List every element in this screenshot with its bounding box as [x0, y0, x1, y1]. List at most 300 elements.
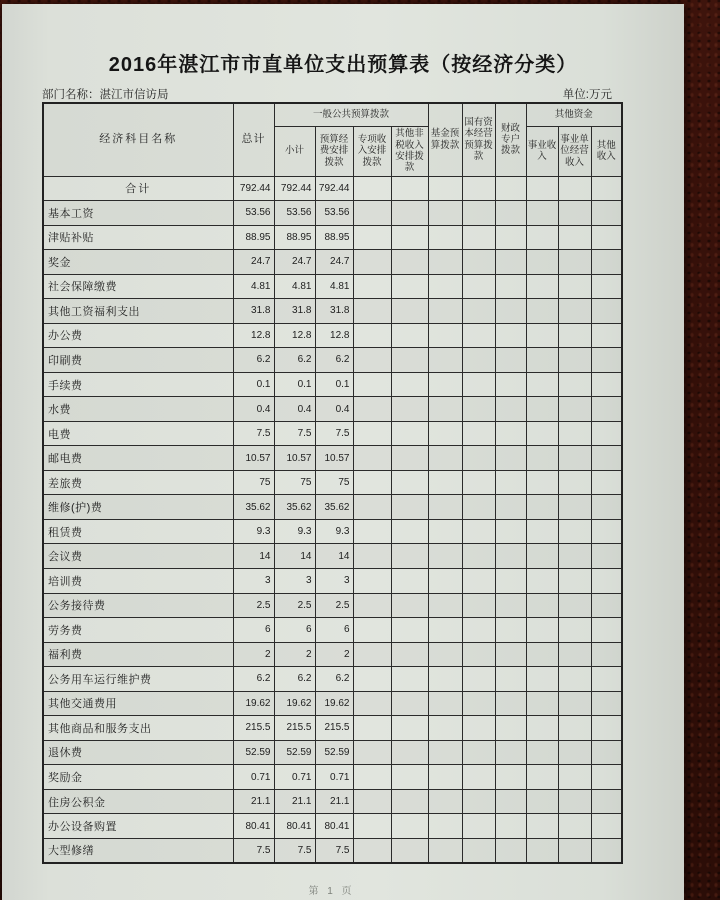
empty-cell [391, 519, 428, 544]
empty-cell [462, 740, 495, 765]
empty-cell [495, 740, 526, 765]
empty-cell [558, 740, 591, 765]
empty-cell [353, 618, 391, 643]
empty-cell [462, 274, 495, 299]
empty-cell [591, 691, 622, 716]
empty-cell [462, 544, 495, 569]
empty-cell [428, 814, 462, 839]
empty-cell [558, 667, 591, 692]
empty-cell [462, 789, 495, 814]
paper-sheet [2, 4, 684, 900]
table-row [43, 250, 622, 275]
table-row [43, 642, 622, 667]
empty-cell [526, 274, 558, 299]
empty-cell [428, 519, 462, 544]
table-row [43, 421, 622, 446]
empty-cell [526, 299, 558, 324]
value-cell: 6.2 [315, 667, 353, 692]
empty-cell [428, 789, 462, 814]
empty-cell [558, 397, 591, 422]
empty-cell [391, 618, 428, 643]
empty-cell [353, 838, 391, 863]
empty-cell [428, 250, 462, 275]
empty-cell [391, 201, 428, 226]
empty-cell [391, 274, 428, 299]
empty-cell [353, 470, 391, 495]
empty-cell [462, 446, 495, 471]
empty-cell [591, 740, 622, 765]
table-row [43, 323, 622, 348]
empty-cell [495, 667, 526, 692]
empty-cell [428, 618, 462, 643]
empty-cell [495, 544, 526, 569]
empty-cell [526, 495, 558, 520]
value-cell: 31.8 [274, 299, 315, 324]
empty-cell [462, 397, 495, 422]
empty-cell [462, 716, 495, 741]
value-cell: 35.62 [274, 495, 315, 520]
row-name-cell: 办公设备购置 [43, 814, 233, 839]
empty-cell [526, 176, 558, 201]
empty-cell [558, 372, 591, 397]
empty-cell [495, 299, 526, 324]
value-cell: 6.2 [233, 667, 274, 692]
value-cell: 0.1 [315, 372, 353, 397]
empty-cell [591, 593, 622, 618]
empty-cell [495, 642, 526, 667]
empty-cell [591, 274, 622, 299]
value-cell: 0.4 [233, 397, 274, 422]
empty-cell [526, 225, 558, 250]
empty-cell [391, 814, 428, 839]
value-cell: 12.8 [274, 323, 315, 348]
row-name-cell: 其他交通费用 [43, 691, 233, 716]
value-cell: 2 [233, 642, 274, 667]
empty-cell [353, 421, 391, 446]
table-row [43, 519, 622, 544]
empty-cell [353, 495, 391, 520]
value-cell: 80.41 [233, 814, 274, 839]
empty-cell [428, 642, 462, 667]
empty-cell [526, 544, 558, 569]
empty-cell [591, 544, 622, 569]
table-row [43, 667, 622, 692]
table-row [43, 446, 622, 471]
value-cell: 75 [315, 470, 353, 495]
value-cell: 80.41 [315, 814, 353, 839]
row-name-cell: 退休费 [43, 740, 233, 765]
table-header [43, 103, 622, 176]
empty-cell [353, 691, 391, 716]
empty-cell [391, 691, 428, 716]
empty-cell [495, 495, 526, 520]
empty-cell [391, 470, 428, 495]
value-cell: 215.5 [233, 716, 274, 741]
empty-cell [558, 691, 591, 716]
empty-cell [391, 299, 428, 324]
empty-cell [353, 299, 391, 324]
empty-cell [391, 176, 428, 201]
empty-cell [591, 470, 622, 495]
row-name-cell: 公务用车运行维护费 [43, 667, 233, 692]
empty-cell [526, 618, 558, 643]
row-name-cell: 住房公积金 [43, 789, 233, 814]
empty-cell [353, 789, 391, 814]
value-cell: 6.2 [274, 348, 315, 373]
empty-cell [591, 765, 622, 790]
col-header-total: 总计 [233, 103, 274, 176]
empty-cell [462, 593, 495, 618]
value-cell: 88.95 [233, 225, 274, 250]
empty-cell [353, 323, 391, 348]
value-cell: 75 [233, 470, 274, 495]
empty-cell [495, 250, 526, 275]
value-cell: 24.7 [233, 250, 274, 275]
empty-cell [391, 323, 428, 348]
empty-cell [353, 569, 391, 594]
value-cell: 2.5 [274, 593, 315, 618]
meta-row [42, 86, 612, 102]
empty-cell [462, 299, 495, 324]
empty-cell [591, 323, 622, 348]
empty-cell [558, 225, 591, 250]
value-cell: 80.41 [274, 814, 315, 839]
value-cell: 10.57 [233, 446, 274, 471]
empty-cell [526, 446, 558, 471]
table-row [43, 789, 622, 814]
empty-cell [558, 299, 591, 324]
empty-cell [526, 372, 558, 397]
empty-cell [462, 569, 495, 594]
empty-cell [353, 225, 391, 250]
value-cell: 3 [315, 569, 353, 594]
value-cell: 792.44 [315, 176, 353, 201]
row-name-cell: 水费 [43, 397, 233, 422]
row-name-cell: 会议费 [43, 544, 233, 569]
value-cell: 52.59 [274, 740, 315, 765]
value-cell: 7.5 [274, 421, 315, 446]
col-header-institution-operating-income: 事业单位经营收入 [558, 126, 591, 176]
value-cell: 6.2 [315, 348, 353, 373]
table-row [43, 201, 622, 226]
empty-cell [526, 667, 558, 692]
empty-cell [495, 446, 526, 471]
empty-cell [462, 691, 495, 716]
col-header-subtotal: 小计 [274, 126, 315, 176]
empty-cell [462, 814, 495, 839]
empty-cell [391, 642, 428, 667]
empty-cell [391, 593, 428, 618]
empty-cell [558, 348, 591, 373]
value-cell: 31.8 [233, 299, 274, 324]
empty-cell [591, 569, 622, 594]
empty-cell [558, 250, 591, 275]
empty-cell [495, 470, 526, 495]
value-cell: 53.56 [315, 201, 353, 226]
table-row [43, 397, 622, 422]
empty-cell [591, 814, 622, 839]
empty-cell [558, 642, 591, 667]
empty-cell [591, 716, 622, 741]
empty-cell [353, 201, 391, 226]
empty-cell [391, 421, 428, 446]
row-name-cell: 劳务费 [43, 618, 233, 643]
empty-cell [428, 274, 462, 299]
value-cell: 4.81 [274, 274, 315, 299]
empty-cell [495, 593, 526, 618]
empty-cell [526, 397, 558, 422]
col-group-general-public-budget: 一般公共预算拨款 [274, 103, 428, 126]
row-name-cell: 差旅费 [43, 470, 233, 495]
value-cell: 215.5 [274, 716, 315, 741]
empty-cell [526, 519, 558, 544]
empty-cell [558, 274, 591, 299]
empty-cell [353, 274, 391, 299]
empty-cell [495, 519, 526, 544]
empty-cell [353, 740, 391, 765]
empty-cell [558, 201, 591, 226]
table-row [43, 495, 622, 520]
value-cell: 9.3 [233, 519, 274, 544]
empty-cell [428, 544, 462, 569]
empty-cell [558, 814, 591, 839]
empty-cell [462, 838, 495, 863]
empty-cell [462, 495, 495, 520]
value-cell: 7.5 [233, 838, 274, 863]
col-header-special-income: 专项收入安排拨款 [353, 126, 391, 176]
table-row [43, 838, 622, 863]
table-row [43, 740, 622, 765]
table-row [43, 569, 622, 594]
empty-cell [428, 446, 462, 471]
value-cell: 6 [274, 618, 315, 643]
row-name-cell: 维修(护)费 [43, 495, 233, 520]
value-cell: 7.5 [315, 421, 353, 446]
empty-cell [526, 323, 558, 348]
empty-cell [428, 397, 462, 422]
value-cell: 10.57 [274, 446, 315, 471]
empty-cell [591, 397, 622, 422]
empty-cell [591, 176, 622, 201]
empty-cell [591, 201, 622, 226]
empty-cell [558, 470, 591, 495]
empty-cell [526, 765, 558, 790]
row-name-cell: 福利费 [43, 642, 233, 667]
value-cell: 35.62 [233, 495, 274, 520]
empty-cell [591, 642, 622, 667]
value-cell: 0.71 [315, 765, 353, 790]
value-cell: 0.4 [274, 397, 315, 422]
value-cell: 6.2 [233, 348, 274, 373]
empty-cell [428, 691, 462, 716]
empty-cell [495, 323, 526, 348]
empty-cell [428, 838, 462, 863]
empty-cell [558, 176, 591, 201]
value-cell: 7.5 [274, 838, 315, 863]
empty-cell [391, 740, 428, 765]
empty-cell [428, 765, 462, 790]
empty-cell [428, 495, 462, 520]
row-name-cell: 奖励金 [43, 765, 233, 790]
empty-cell [526, 838, 558, 863]
value-cell: 19.62 [315, 691, 353, 716]
empty-cell [391, 397, 428, 422]
value-cell: 9.3 [274, 519, 315, 544]
empty-cell [526, 421, 558, 446]
empty-cell [353, 765, 391, 790]
empty-cell [558, 838, 591, 863]
value-cell: 53.56 [233, 201, 274, 226]
value-cell: 0.4 [315, 397, 353, 422]
empty-cell [462, 250, 495, 275]
value-cell: 4.81 [233, 274, 274, 299]
col-header-subject: 经济科目名称 [43, 103, 233, 176]
empty-cell [353, 372, 391, 397]
table-row [43, 716, 622, 741]
empty-cell [391, 789, 428, 814]
value-cell: 31.8 [315, 299, 353, 324]
department-name: 部门名称：湛江市信访局 [42, 89, 169, 101]
empty-cell [428, 470, 462, 495]
empty-cell [526, 740, 558, 765]
table-row [43, 814, 622, 839]
empty-cell [526, 642, 558, 667]
empty-cell [391, 765, 428, 790]
value-cell: 792.44 [233, 176, 274, 201]
empty-cell [353, 667, 391, 692]
value-cell: 7.5 [315, 838, 353, 863]
value-cell: 19.62 [274, 691, 315, 716]
empty-cell [428, 372, 462, 397]
empty-cell [558, 789, 591, 814]
value-cell: 6 [233, 618, 274, 643]
empty-cell [428, 740, 462, 765]
empty-cell [495, 789, 526, 814]
empty-cell [526, 789, 558, 814]
empty-cell [428, 225, 462, 250]
value-cell: 24.7 [315, 250, 353, 275]
empty-cell [462, 519, 495, 544]
empty-cell [558, 765, 591, 790]
empty-cell [526, 691, 558, 716]
empty-cell [462, 201, 495, 226]
value-cell: 2 [274, 642, 315, 667]
value-cell: 4.81 [315, 274, 353, 299]
empty-cell [495, 814, 526, 839]
value-cell: 0.1 [274, 372, 315, 397]
empty-cell [558, 569, 591, 594]
value-cell: 88.95 [274, 225, 315, 250]
col-header-fund-budget: 基金预算拨款 [428, 103, 462, 176]
value-cell: 19.62 [233, 691, 274, 716]
empty-cell [495, 274, 526, 299]
empty-cell [353, 348, 391, 373]
empty-cell [495, 716, 526, 741]
empty-cell [591, 495, 622, 520]
empty-cell [462, 372, 495, 397]
empty-cell [558, 618, 591, 643]
empty-cell [591, 421, 622, 446]
value-cell: 21.1 [274, 789, 315, 814]
value-cell: 9.3 [315, 519, 353, 544]
empty-cell [495, 618, 526, 643]
empty-cell [462, 765, 495, 790]
empty-cell [495, 372, 526, 397]
row-name-cell: 印刷费 [43, 348, 233, 373]
empty-cell [428, 201, 462, 226]
empty-cell [353, 716, 391, 741]
empty-cell [591, 348, 622, 373]
value-cell: 14 [233, 544, 274, 569]
table-row [43, 593, 622, 618]
table-row [43, 348, 622, 373]
empty-cell [526, 814, 558, 839]
table-row [43, 470, 622, 495]
value-cell: 52.59 [315, 740, 353, 765]
row-name-cell: 邮电费 [43, 446, 233, 471]
value-cell: 24.7 [274, 250, 315, 275]
empty-cell [391, 372, 428, 397]
value-cell: 12.8 [233, 323, 274, 348]
value-cell: 10.57 [315, 446, 353, 471]
table-row [43, 765, 622, 790]
empty-cell [428, 299, 462, 324]
empty-cell [462, 348, 495, 373]
empty-cell [462, 667, 495, 692]
value-cell: 3 [274, 569, 315, 594]
value-cell: 215.5 [315, 716, 353, 741]
value-cell: 3 [233, 569, 274, 594]
empty-cell [391, 348, 428, 373]
empty-cell [558, 446, 591, 471]
empty-cell [353, 176, 391, 201]
empty-cell [591, 519, 622, 544]
row-name-cell: 其他工资福利支出 [43, 299, 233, 324]
table-row [43, 176, 622, 201]
empty-cell [526, 569, 558, 594]
value-cell: 0.71 [274, 765, 315, 790]
empty-cell [591, 838, 622, 863]
row-name-cell: 大型修缮 [43, 838, 233, 863]
value-cell: 21.1 [315, 789, 353, 814]
empty-cell [462, 323, 495, 348]
empty-cell [526, 470, 558, 495]
value-cell: 792.44 [274, 176, 315, 201]
value-cell: 2.5 [233, 593, 274, 618]
budget-table [42, 102, 623, 864]
empty-cell [495, 397, 526, 422]
table-row [43, 372, 622, 397]
empty-cell [428, 323, 462, 348]
value-cell: 88.95 [315, 225, 353, 250]
empty-cell [591, 372, 622, 397]
empty-cell [462, 642, 495, 667]
value-cell: 21.1 [233, 789, 274, 814]
empty-cell [558, 544, 591, 569]
empty-cell [391, 569, 428, 594]
value-cell: 14 [315, 544, 353, 569]
row-name-cell: 其他商品和服务支出 [43, 716, 233, 741]
empty-cell [353, 544, 391, 569]
empty-cell [591, 618, 622, 643]
empty-cell [495, 421, 526, 446]
empty-cell [558, 519, 591, 544]
empty-cell [428, 593, 462, 618]
empty-cell [591, 667, 622, 692]
empty-cell [495, 765, 526, 790]
row-name-cell: 电费 [43, 421, 233, 446]
row-name-cell: 公务接待费 [43, 593, 233, 618]
